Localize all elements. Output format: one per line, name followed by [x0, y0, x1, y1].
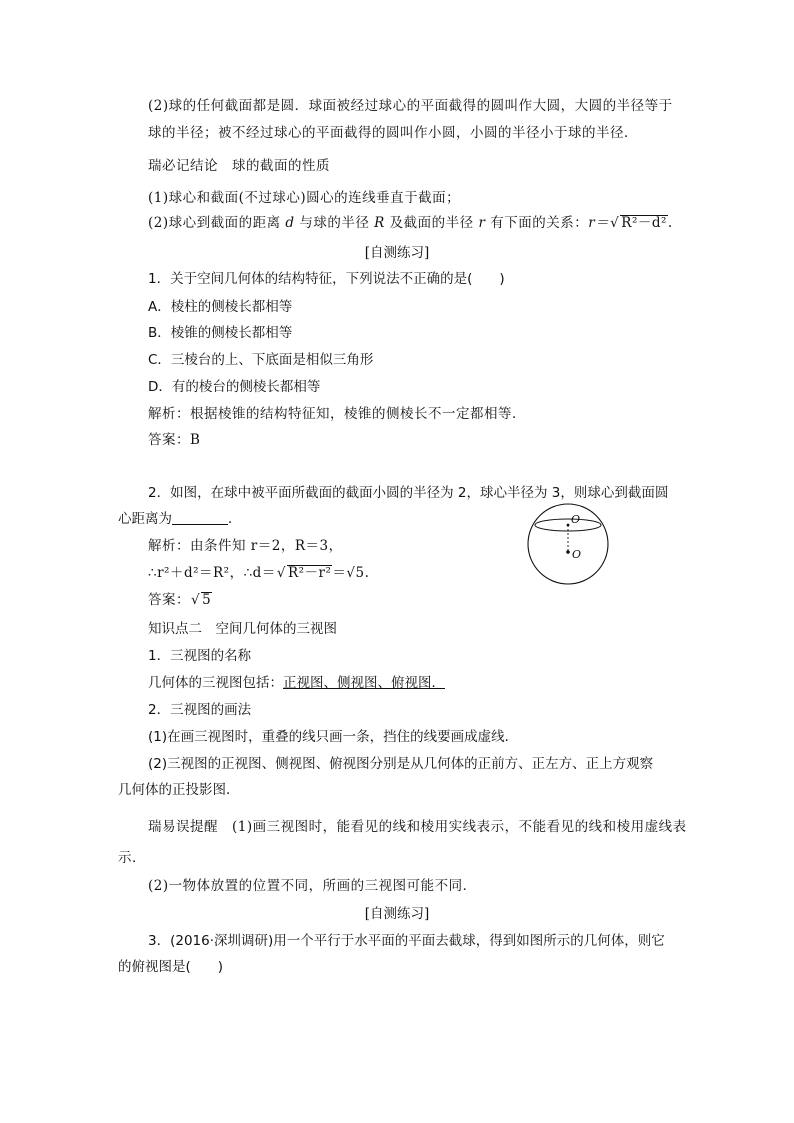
paragraph-line: 示． — [118, 850, 146, 866]
section-title: 必记结论 — [162, 158, 218, 174]
label-o-center: O — [572, 548, 582, 561]
solution: ∴r²＋d²＝R²，∴d＝√ R²－r²＝√5. — [148, 565, 370, 581]
question-stem: 2．如图，在球中被平面所截面的截面小圆的半径为 2，球心半径为 3，则球心到截面圆 — [148, 485, 669, 501]
center-point — [566, 550, 570, 554]
section-label: [自测练习] — [364, 906, 430, 922]
question-stem: 1．关于空间几何体的结构特征，下列说法不正确的是( ) — [148, 271, 505, 287]
sphere-outline — [528, 504, 608, 584]
underlined-answer: 正视图、侧视图、俯视图． — [283, 675, 445, 691]
option-a: A．棱柱的侧棱长都相等 — [148, 299, 293, 315]
section-center-point — [567, 524, 570, 527]
sphere-figure — [526, 502, 610, 586]
paragraph-line: (2)一物体放置的位置不同，所画的三视图可能不同． — [148, 878, 477, 894]
section-marker: 瑞 — [148, 158, 162, 174]
answer: 答案：√ 5 — [148, 592, 212, 608]
label-o-top: O — [571, 513, 581, 526]
section-label: [自测练习] — [364, 245, 430, 261]
knowledge-point-title: 知识点二 空间几何体的三视图 — [148, 621, 337, 637]
section-heading: 瑞易误提醒 (1)画三视图时，能看见的线和棱用实线表示，不能看见的线和棱用虚线表 — [148, 819, 687, 835]
option-b: B．棱锥的侧棱长都相等 — [148, 325, 293, 341]
section-heading — [148, 157, 330, 175]
subheading: 2．三视图的画法 — [148, 702, 252, 718]
paragraph-line: (2)球心到截面的距离 d 与球的半径 R 及截面的半径 r 有下面的关系：r＝√ R²－d². — [148, 215, 673, 231]
solution: 解析：由条件知 r＝2，R＝3， — [148, 538, 343, 554]
question-stem: 心距离为 ． — [118, 511, 242, 527]
paragraph-line: 几何体的三视图包括：正视图、侧视图、俯视图． — [148, 675, 445, 691]
radicand: R²－d² — [621, 215, 667, 231]
paragraph-line: 几何体的正投影图． — [118, 782, 240, 798]
solution: 解析：根据棱锥的结构特征知，棱锥的侧棱长不一定都相等． — [148, 406, 526, 422]
question-stem: 的俯视图是( ) — [118, 959, 224, 975]
answer-blank — [172, 512, 228, 525]
paragraph-line: (2)三视图的正视图、侧视图、俯视图分别是从几何体的正前方、正左方、正上方观察 — [148, 756, 654, 772]
option-d: D．有的棱台的侧棱长都相等 — [148, 379, 321, 395]
subheading: 1．三视图的名称 — [148, 648, 252, 664]
option-c: C．三棱台的上、下底面是相似三角形 — [148, 352, 374, 368]
paragraph-line: 球的半径；被不经过球心的平面截得的圆叫作小圆，小圆的半径小于球的半径． — [148, 125, 638, 141]
question-stem: 3．(2016·深圳调研)用一个平行于水平面的平面去截球，得到如图所示的几何体，则它 — [148, 933, 665, 949]
paragraph-line: (1)球心和截面(不过球心)圆心的连线垂直于截面； — [148, 190, 461, 206]
paragraph-line: (2)球的任何截面都是圆．球面被经过球心的平面截得的圆叫作大圆，大圆的半径等于 — [148, 98, 673, 114]
section-title: 易误提醒 — [162, 819, 218, 835]
section-subtitle: 球的截面的性质 — [232, 158, 330, 174]
section-marker: 瑞 — [148, 819, 162, 835]
answer: 答案：B — [148, 432, 201, 448]
paragraph-line: (1)在画三视图时，重叠的线只画一条，挡住的线要画成虚线． — [148, 729, 519, 745]
